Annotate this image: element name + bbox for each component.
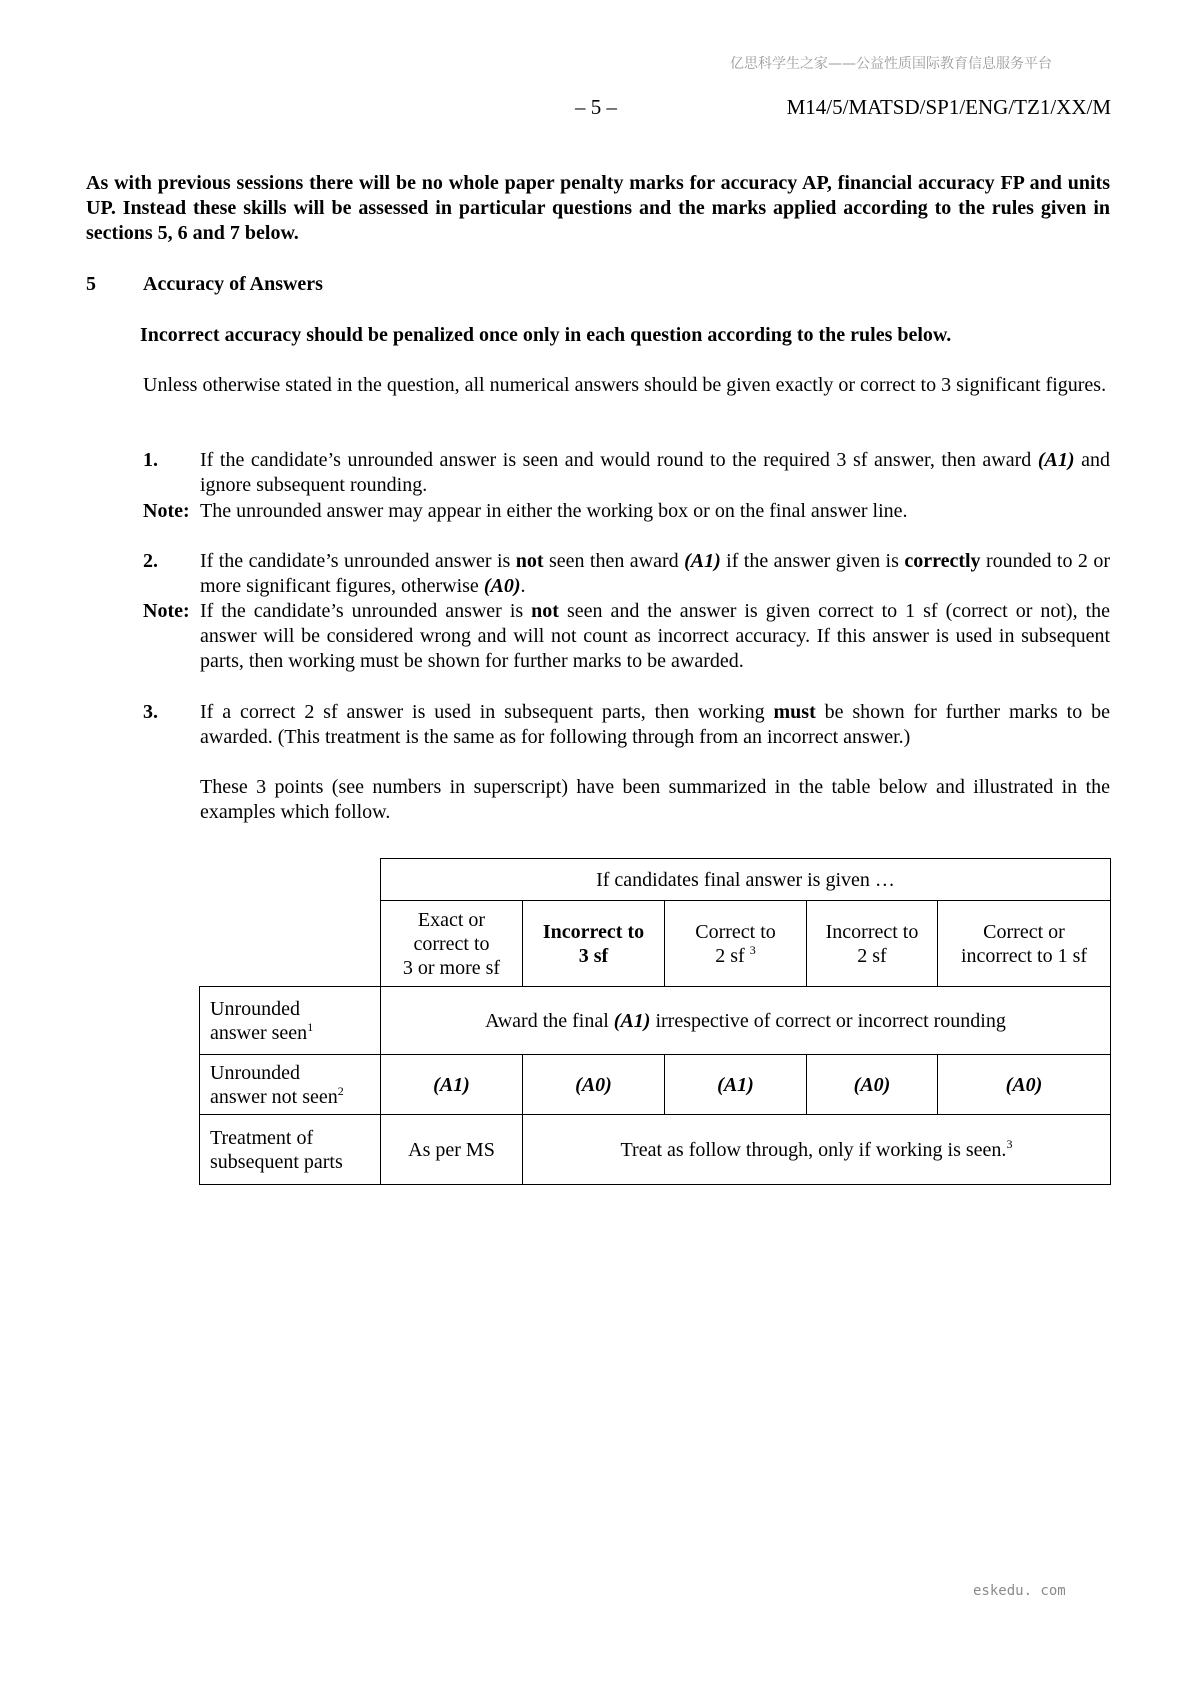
table-cell: Award the final (A1) irrespective of correct or incorrect rounding: [381, 987, 1111, 1055]
table-corner-blank: [200, 859, 381, 901]
point-2-number: 2.: [143, 550, 158, 572]
penalty-rule: Incorrect accuracy should be penalized once only in each question according to the rules below.: [140, 324, 952, 346]
row-header: Unrounded answer not seen$^2$: [200, 1055, 381, 1115]
point-2-note: If the candidate’s unrounded answer is not seen and the answer is given correct to 1 sf (correct or not), the answer will be considered wrong and will not count as incorrect accuracy. If this answer is used in subsequent parts, then working must be shown for further marks to be awarded.: [200, 600, 1111, 672]
row-header: Unrounded answer seen$^1$: [200, 987, 381, 1055]
watermark-top: 亿思科学生之家——公益性质国际教育信息服务平台: [730, 56, 1052, 72]
watermark-bottom: eskedu. com: [973, 1583, 1066, 1599]
table-cell: Treat as follow through, only if working is seen.$^3$: [523, 1115, 1111, 1185]
column-header: Exact or correct to 3 or more sf: [381, 901, 523, 987]
table-cell: As per MS: [381, 1115, 523, 1185]
table-corner-blank: [200, 901, 381, 987]
column-header: Correct to 2 sf $^3$: [665, 901, 807, 987]
row-header: Treatment of subsequent parts: [200, 1115, 381, 1185]
point-2-text: If the candidate’s unrounded answer is not seen then award (A1) if the answer given is correctly rounded to 2 or more significant figures, otherwise (A0).: [200, 550, 1110, 597]
point-2-note-label: Note:: [143, 600, 190, 622]
intro-paragraph: As with previous sessions there will be no whole paper penalty marks for accuracy AP, financial accuracy FP and units UP. Instead these skills will be assessed in particular questions and the marks applied according to the rules given in sections 5, 6 and 7 below.: [86, 172, 1110, 244]
point-1-number: 1.: [143, 449, 158, 471]
general-rule: Unless otherwise stated in the question, all numerical answers should be given exactly or correct to 3 significant figures.: [143, 374, 1107, 396]
column-header: Correct or incorrect to 1 sf: [938, 901, 1111, 987]
table-cell: (A0): [807, 1055, 938, 1115]
column-header: Incorrect to 2 sf: [807, 901, 938, 987]
table-cell: (A1): [381, 1055, 523, 1115]
point-1-text: If the candidate’s unrounded answer is seen and would round to the required 3 sf answer, then award (A1) and ignore subsequent rounding.: [200, 449, 1110, 496]
section-number: 5: [86, 273, 96, 295]
page-number: – 5 –: [575, 95, 617, 119]
point-3-number: 3.: [143, 701, 158, 723]
point-1-note-label: Note:: [143, 500, 190, 522]
accuracy-rules-table: [199, 858, 1111, 1185]
table-cell: (A0): [938, 1055, 1111, 1115]
point-3-text: If a correct 2 sf answer is used in subsequent parts, then working must be shown for further marks to be awarded. (This treatment is the same as for following through from an incorrect answer.): [200, 701, 1110, 748]
section-title: Accuracy of Answers: [143, 273, 323, 295]
document-reference: M14/5/MATSD/SP1/ENG/TZ1/XX/M: [786, 95, 1111, 119]
point-1-note: The unrounded answer may appear in either the working box or on the final answer line.: [200, 500, 908, 522]
table-top-header: If candidates final answer is given …: [381, 859, 1111, 901]
table-cell: (A0): [523, 1055, 665, 1115]
point-1-mark: (A1): [1037, 449, 1075, 471]
table-cell: (A1): [665, 1055, 807, 1115]
summary-paragraph: These 3 points (see numbers in superscript) have been summarized in the table below and illustrated in the examples which follow.: [200, 776, 1110, 823]
column-header: Incorrect to 3 sf: [523, 901, 665, 987]
